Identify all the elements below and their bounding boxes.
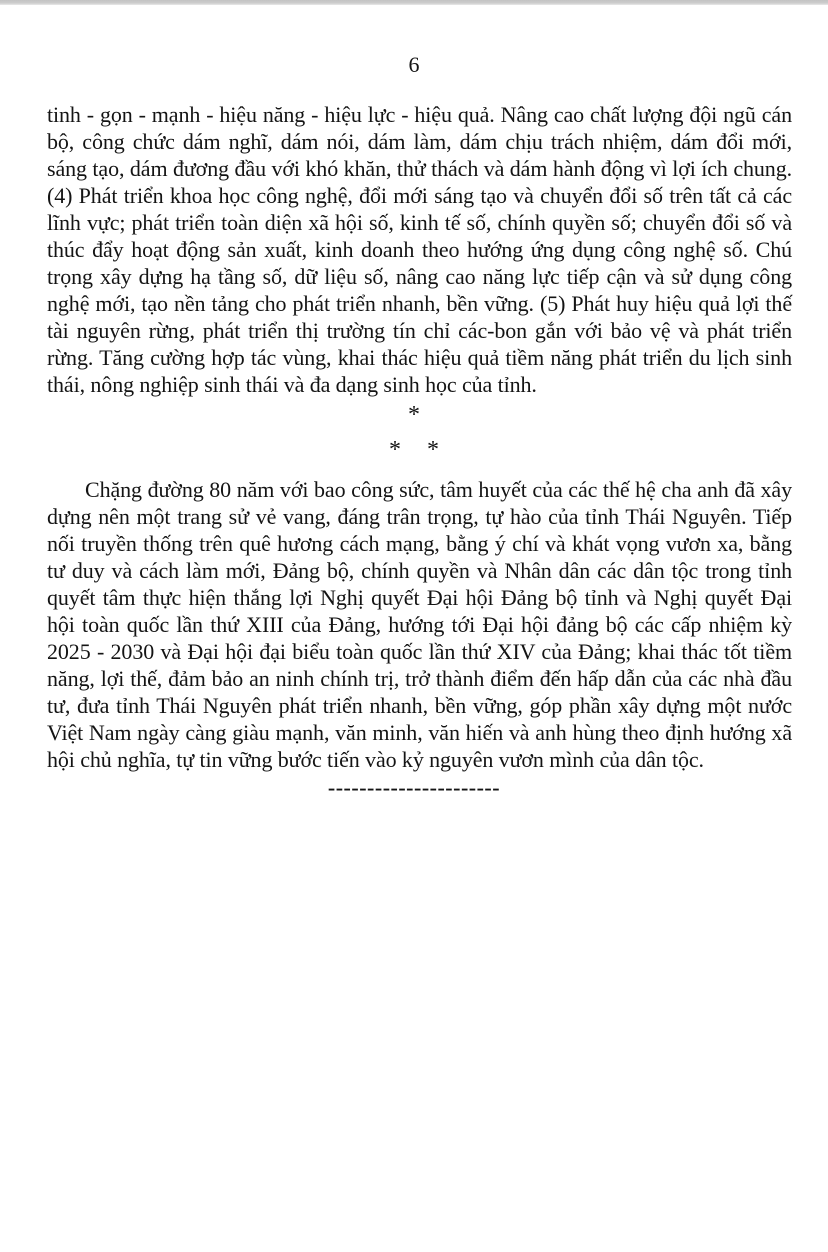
asterisk-bottom-right: *: [427, 437, 439, 463]
top-window-edge: [0, 0, 828, 5]
paragraph-2: Chặng đường 80 năm với bao công sức, tâm huyết của các thế hệ cha anh đã xây dựng nên một trang sử vẻ vang, đáng trân trọng, tự hào của tỉnh Thái Nguyên. Tiếp nối truyền thống trên quê hương cách mạng, bằng ý chí và khát vọng vươn xa, bằng tư duy và cách làm mới, Đảng bộ, chính quyền và Nhân dân các dân tộc trong tỉnh quyết tâm thực hiện thắng lợi Nghị quyết Đại hội Đảng bộ tỉnh và Nghị quyết Đại hội toàn quốc lần thứ XIII của Đảng, hướng tới Đại hội đảng bộ các cấp nhiệm kỳ 2025 - 2030 và Đại hội đại biểu toàn quốc lần thứ XIV của Đảng; khai thác tốt tiềm năng, lợi thế, đảm bảo an ninh chính trị, trở thành điểm đến hấp dẫn của các nhà đầu tư, đưa tỉnh Thái Nguyên phát triển nhanh, bền vững, góp phần xây dựng một nước Việt Nam ngày càng giàu mạnh, văn minh, văn hiến và anh hùng theo định hướng xã hội chủ nghĩa, tự tin vững bước tiến vào kỷ nguyên vươn mình của dân tộc.: [47, 477, 792, 772]
asterisk-separator: [0, 402, 828, 463]
asterisk-top: *: [408, 402, 420, 428]
paragraph-1: tinh - gọn - mạnh - hiệu năng - hiệu lực - hiệu quả. Nâng cao chất lượng đội ngũ cán bộ, công chức dám nghĩ, dám nói, dám làm, dám chịu trách nhiệm, dám đổi mới, sáng tạo, dám đương đầu với khó khăn, thử thách và dám hành động vì lợi ích chung. (4) Phát triển khoa học công nghệ, đổi mới sáng tạo và chuyển đổi số trên tất cả các lĩnh vực; phát triển toàn diện xã hội số, kinh tế số, chính quyền số; chuyển đổi số và thúc đẩy hoạt động sản xuất, kinh doanh theo hướng ứng dụng công nghệ số. Chú trọng xây dựng hạ tầng số, dữ liệu số, nâng cao năng lực tiếp cận và sử dụng công nghệ mới, tạo nền tảng cho phát triển nhanh, bền vững. (5) Phát huy hiệu quả lợi thế tài nguyên rừng, phát triển thị trường tín chỉ các-bon gắn với bảo vệ và phát triển rừng. Tăng cường hợp tác vùng, khai thác hiệu quả tiềm năng phát triển du lịch sinh thái, nông nghiệp sinh thái và đa dạng sinh học của tỉnh.: [47, 102, 792, 397]
end-divider: ----------------------: [327, 775, 501, 800]
asterisk-bottom-row: [0, 437, 828, 463]
asterisk-bottom-left: *: [389, 437, 401, 463]
page-number: 6: [408, 52, 420, 77]
